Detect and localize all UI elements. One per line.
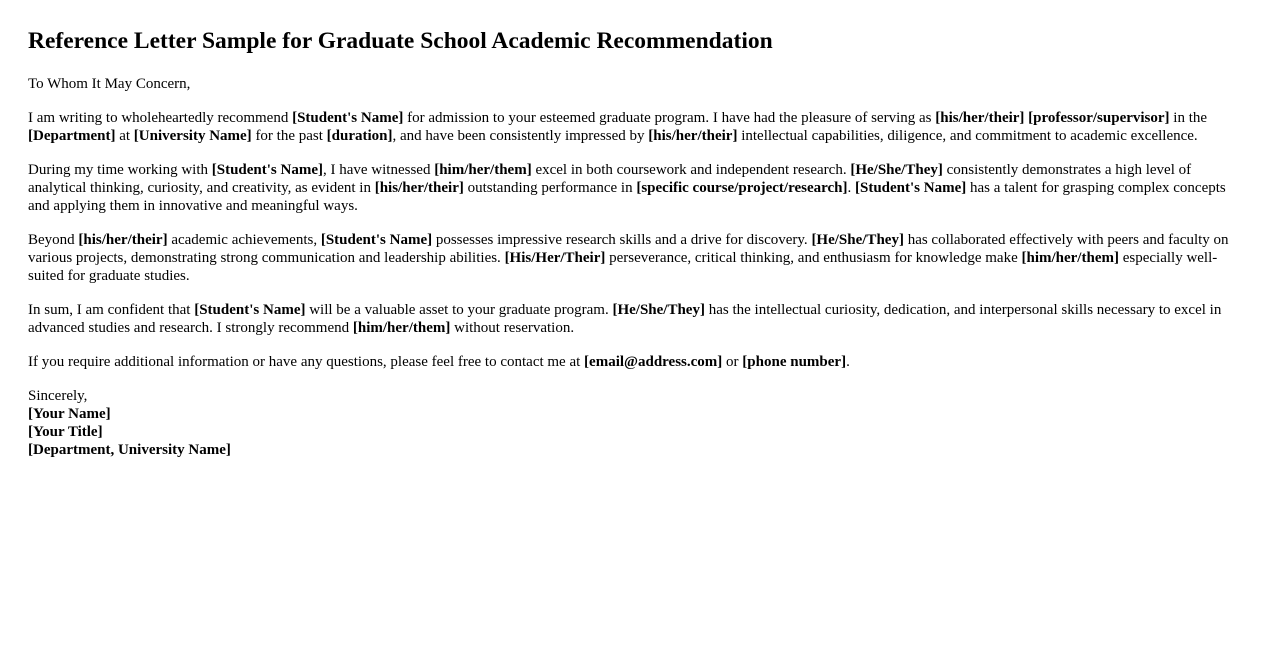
placeholder-field: [his/her/their] xyxy=(374,180,464,196)
paragraph-text: will be a valuable asset to your graduate program. xyxy=(305,302,613,318)
body-paragraph xyxy=(28,301,1250,337)
body-paragraph xyxy=(28,161,1250,215)
placeholder-field: [University Name] xyxy=(133,128,252,144)
paragraph-text: consistently demonstrates a high level of analytical thinking, curiosity, and creativity, as evident in xyxy=(28,162,1192,196)
placeholder-field: [his/her/their] xyxy=(78,232,168,248)
placeholder-field: [Student's Name] xyxy=(855,180,967,196)
paragraph-text: at xyxy=(115,128,134,144)
placeholder-field: [him/her/them] xyxy=(434,162,532,178)
paragraph-text: I am writing to wholeheartedly recommend xyxy=(28,110,293,126)
placeholder-field: [his/her/their] xyxy=(935,110,1025,126)
placeholder-field: [professor/supervisor] xyxy=(1028,110,1170,126)
paragraph-text: . xyxy=(846,354,850,370)
placeholder-field: [He/She/They] xyxy=(850,162,943,178)
paragraph-text: , and have been consistently impressed by xyxy=(392,128,649,144)
paragraph-text: has collaborated effectively with peers and faculty on various projects, demonstrating strong communication and leadership abilities. xyxy=(28,232,1229,266)
placeholder-field: [him/her/them] xyxy=(352,320,451,336)
paragraph-text: In sum, I am confident that xyxy=(28,302,195,318)
paragraph-text: or xyxy=(722,354,743,370)
paragraph-text: especially well-suited for graduate studies. xyxy=(28,250,1218,284)
placeholder-field: [duration] xyxy=(326,128,393,144)
paragraph-text: Beyond xyxy=(28,232,79,248)
paragraph-text: If you require additional information or have any questions, please feel free to contact me at xyxy=(28,354,585,370)
placeholder-field: [His/Her/Their] xyxy=(504,250,606,266)
body-paragraph xyxy=(28,231,1250,285)
paragraph-text: perseverance, critical thinking, and enthusiasm for knowledge make xyxy=(605,250,1022,266)
paragraph-text: in the xyxy=(1169,110,1208,126)
paragraph-text: intellectual capabilities, diligence, and commitment to academic excellence. xyxy=(737,128,1198,144)
placeholder-field: [specific course/project/research] xyxy=(636,180,848,196)
paragraph-text: academic achievements, xyxy=(167,232,321,248)
paragraph-text: for the past xyxy=(251,128,327,144)
placeholder-field: [Department] xyxy=(28,128,116,144)
salutation: To Whom It May Concern, xyxy=(28,76,191,92)
placeholder-field: [Student's Name] xyxy=(211,162,323,178)
paragraph-text: without reservation. xyxy=(450,320,575,336)
placeholder-field: [email@address.com] xyxy=(584,354,723,370)
placeholder-field: [He/She/They] xyxy=(811,232,904,248)
paragraph-text: possesses impressive research skills and a drive for discovery. xyxy=(432,232,812,248)
page-title: Reference Letter Sample for Graduate School Academic Recommendation xyxy=(28,28,773,54)
placeholder-field: [Student's Name] xyxy=(194,302,306,318)
signer-department: [Department, University Name] xyxy=(28,442,231,458)
valediction: Sincerely, xyxy=(28,388,88,404)
placeholder-field: [his/her/their] xyxy=(648,128,738,144)
paragraph-text: has the intellectual curiosity, dedication, and interpersonal skills necessary to excel in advanced studies and research. I strongly recommend xyxy=(28,302,1222,336)
paragraph-text: for admission to your esteemed graduate program. I have had the pleasure of serving as xyxy=(403,110,936,126)
paragraph-text: , I have witnessed xyxy=(323,162,435,178)
placeholder-field: [phone number] xyxy=(742,354,847,370)
body-paragraph xyxy=(28,109,1250,145)
paragraph-text: . xyxy=(847,180,855,196)
placeholder-field: [him/her/them] xyxy=(1021,250,1119,266)
signer-title: [Your Title] xyxy=(28,424,103,440)
paragraph-text: During my time working with xyxy=(28,162,212,178)
placeholder-field: [Student's Name] xyxy=(320,232,433,248)
signature-block xyxy=(28,387,1250,459)
signer-name: [Your Name] xyxy=(28,406,111,422)
paragraph-text: excel in both coursework and independent research. xyxy=(531,162,851,178)
body-paragraph xyxy=(28,353,1250,371)
letter-body xyxy=(28,109,1250,371)
placeholder-field: [He/She/They] xyxy=(612,302,705,318)
paragraph-text: outstanding performance in xyxy=(463,180,637,196)
placeholder-field: [Student's Name] xyxy=(292,110,404,126)
paragraph-text: has a talent for grasping complex concepts and applying them in innovative and meaningful ways. xyxy=(28,180,1226,214)
